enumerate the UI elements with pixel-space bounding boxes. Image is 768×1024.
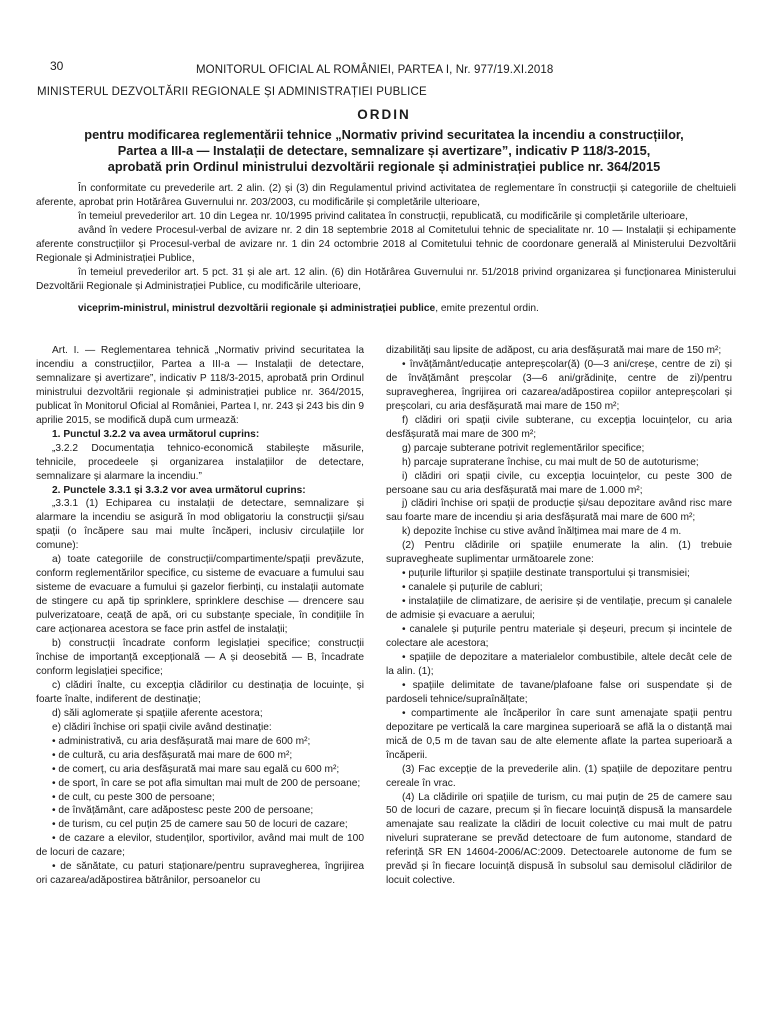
list-item: • compartimente ale încăperilor în care sunt amenajate spații pentru depozitare pe verticală la care marginea superioară se află la o distanță mai mică de 0,5 m de tavan sau de alte elemente aflate la partea superioară a încăperii. bbox=[386, 707, 732, 761]
signer-title: viceprim-ministrul, ministrul dezvoltării regionale și administrației publice bbox=[78, 303, 436, 314]
article-paragraph: (2) Pentru clădirile ori spațiile enumerate la alin. (1) trebuie supravegheate suplimentar următoarele zone: bbox=[386, 540, 732, 566]
article-paragraph: i) clădiri ori spații civile, cu excepția locuințelor, cu peste 300 de persoane sau cu aria desfășurată mai mare de 1.000 m²; bbox=[386, 470, 732, 496]
article-paragraph: g) parcaje subterane potrivit reglementărilor specifice; bbox=[402, 442, 645, 454]
article-paragraph: j) clădiri închise ori spații de producție și/sau depozitare având risc mare sau foarte mare de incendiu și aria desfășurată mai mare de 600 m²; bbox=[386, 498, 732, 524]
list-item: • de cazare a elevilor, studenților, sportivilor, având mai mult de 100 de locuri de cazare; bbox=[36, 833, 364, 859]
list-item: • spațiile delimitate de tavane/plafoane false ori suspendate și de pardoseli tehnice/supraînălțate; bbox=[386, 679, 732, 705]
article-paragraph: (3) Fac excepție de la prevederile alin. (1) spațiile de depozitare pentru cereale în vrac. bbox=[386, 763, 732, 789]
list-item: • învățământ/educație antepreșcolar(ă) (0—3 ani/creșe, centre de zi) și de învățământ preșcolar (3—6 ani/grădinițe, centre de zi)/pentru supravegherea, îngrijirea ori cazarea/adăpostirea copiilor antepreșcolari și preșcolari, cu aria desfășurată mai mare de 150 m²; bbox=[386, 358, 732, 412]
list-item: • de sport, în care se pot afla simultan mai mult de 200 de persoane; bbox=[52, 777, 361, 789]
article-paragraph: „3.2.2 Documentația tehnico-economică stabilește măsurile, tehnicile, procedeele și organizarea instalațiilor de detectare, semnalizare și alarmare la incendiu.” bbox=[36, 442, 364, 482]
article-paragraph: Art. I. — Reglementarea tehnică „Normativ privind securitatea la incendiu a construcțiilor, Partea a III-a — Instalații de detectare, semnalizare și avertizare”, indicativ P 118/3-2015, aprobată prin Ordinul ministrului dezvoltării regionale și administrației publice nr. 364/2015, publicat în Monitorul Oficial al României, Partea I, nr. 243 și 243 bis din 9 aprilie 2015, se modifică după cum urmează: bbox=[36, 345, 364, 426]
page-number: 30 bbox=[50, 59, 64, 73]
running-title: MONITORUL OFICIAL AL ROMÂNIEI, PARTEA I, Nr. 977/19.XI.2018 bbox=[196, 64, 554, 76]
list-item: • de învățământ, care adăpostesc peste 200 de persoane; bbox=[52, 805, 314, 817]
article-paragraph: d) săli aglomerate și spațiile aferente acestora; bbox=[52, 707, 263, 719]
list-item: • canalele și puțurile pentru materiale și deșeuri, precum și incintele de colectare ale acestora; bbox=[386, 624, 732, 650]
list-item: • de comerț, cu aria desfășurată mai mare sau egală cu 600 m²; bbox=[52, 763, 340, 775]
list-item: • de cultură, cu aria desfășurată mai mare de 600 m²; bbox=[52, 749, 293, 761]
title-line: Partea a III-a — Instalații de detectare, semnalizare și avertizare”, indicativ P 118/3-2015, bbox=[117, 143, 651, 158]
article-paragraph: dizabilități sau lipsite de adăpost, cu aria desfășurată mai mare de 150 m²; bbox=[386, 345, 722, 356]
article-paragraph: e) clădiri închise ori spații civile având destinație: bbox=[52, 721, 272, 733]
list-item: • spațiile de depozitare a materialelor combustibile, altele decât cele de la alin. (1); bbox=[386, 651, 732, 677]
title-line: pentru modificarea reglementării tehnice „Normativ privind securitatea la incendiu a construcțiilor, bbox=[84, 127, 684, 142]
article-paragraph: (4) La clădirile ori spațiile de turism, cu mai puțin de 25 de camere sau 50 de locuri de cazare, precum și în fiecare locuință dispusă la mansardele amenajate sau realizate la clădiri de locuit colective cu mai mult de patru niveluri supraterane se prevăd detectoare de fum autonome, standard de referință SR EN 14604-2006/AC:2009. Detectoarele autonome de fum se prevăd și în fiecare locuință dispusă în subsolul sau demisolul clădirilor de locuit colective. bbox=[386, 791, 732, 887]
preamble-paragraph: în temeiul prevederilor art. 10 din Legea nr. 10/1995 privind calitatea în construcții, republicată, cu modificările și completările ulterioare, bbox=[78, 211, 688, 222]
article-paragraph: k) depozite închise cu stive având înălțimea mai mare de 4 m. bbox=[402, 526, 682, 538]
right-column bbox=[386, 344, 732, 888]
article-paragraph: b) construcții încadrate conform legislației specifice; construcții închise de importanță excepțională — A și deosebită — B, încadrate conform legislației specifice; bbox=[36, 638, 364, 677]
ministry-name: MINISTERUL DEZVOLTĂRII REGIONALE ȘI ADMINISTRAȚIEI PUBLICE bbox=[37, 86, 427, 98]
preamble-paragraph: în temeiul prevederilor art. 5 pct. 31 și ale art. 12 alin. (6) din Hotărârea Guvernului nr. 51/2018 privind organizarea și funcționarea Ministerului Dezvoltării Regionale și Administrației Publice, cu modificările ulterioare, bbox=[36, 267, 736, 292]
document-type: ORDIN bbox=[357, 107, 411, 122]
article-paragraph: c) clădiri înalte, cu excepția clădirilor cu destinația de locuințe, și foarte înalte, indiferent de destinație; bbox=[36, 679, 364, 705]
document-title bbox=[28, 127, 740, 175]
list-item: • de sănătate, cu paturi staționare/pentru supravegherea, îngrijirea ori cazarea/adăpostirea bătrânilor, persoanelor cu bbox=[36, 861, 364, 887]
signer-line bbox=[36, 302, 736, 316]
list-item: • instalațiile de climatizare, de aerisire și de ventilație, precum și canalele de admisie și evacuare a aerului; bbox=[386, 596, 732, 622]
list-item: • canalele și puțurile de cabluri; bbox=[402, 582, 543, 594]
article-paragraph: h) parcaje supraterane închise, cu mai mult de 50 de autoturisme; bbox=[402, 456, 699, 468]
point-heading: 1. Punctul 3.2.2 va avea următorul cuprins: bbox=[52, 428, 260, 440]
preamble-paragraph: În conformitate cu prevederile art. 2 alin. (2) și (3) din Regulamentul privind activitatea de reglementare în construcții și categoriile de cheltuieli aferente, aprobat prin Hotărârea Guvernului nr. 203/2003, cu modificările și completările ulterioare, bbox=[36, 183, 736, 208]
list-item: • puțurile lifturilor și spațiile destinate transportului și transmisiei; bbox=[402, 568, 690, 580]
title-line: aprobată prin Ordinul ministrului dezvoltării regionale și administrației publice nr. 364/2015 bbox=[107, 159, 661, 174]
list-item: • de turism, cu cel puțin 25 de camere sau 50 de locuri de cazare; bbox=[52, 819, 348, 831]
list-item: • administrativă, cu aria desfășurată mai mare de 600 m²; bbox=[52, 735, 311, 747]
preamble-paragraph: având în vedere Procesul-verbal de avizare nr. 2 din 18 septembrie 2018 al Comitetului tehnic de specialitate nr. 10 — Instalații și echipamente aferente construcțiilor și Procesul-verbal de avizare nr. 1 din 24 octombrie 2018 al Comitetului tehnic de coordonare generală al Ministerului Dezvoltării Regionale și Administrației Publice, bbox=[36, 225, 736, 264]
article-paragraph: f) clădiri ori spații civile subterane, cu excepția locuințelor, cu aria desfășurată mai mare de 300 m²; bbox=[386, 414, 732, 440]
signer-rest: , emite prezentul ordin. bbox=[435, 303, 539, 314]
article-paragraph: „3.3.1 (1) Echiparea cu instalații de detectare, semnalizare și alarmare la incendiu se asigură în mod obligatoriu la construcții și/sau spații (o încăpere sau mai multe încăperi, inclusiv circulațiile lor comune): bbox=[36, 498, 364, 552]
preamble bbox=[36, 182, 736, 316]
point-heading: 2. Punctele 3.3.1 și 3.3.2 vor avea următorul cuprins: bbox=[52, 484, 306, 496]
article-paragraph: a) toate categoriile de construcții/compartimente/spații prevăzute, conform reglementărilor specifice, cu sisteme de evacuare a fumului sau sisteme de evacuare a fumului și gazelor fierbinți, cu instalații automate de stingere cu apă tip sprinklere, sprinklere deschise — drencere sau pulverizatoare, ceață de apă, ori cu substanțe speciale, în condițiile în care acționarea acestora se face prin astfel de instalații; bbox=[36, 554, 364, 636]
left-column bbox=[36, 344, 364, 888]
list-item: • de cult, cu peste 300 de persoane; bbox=[52, 791, 215, 803]
